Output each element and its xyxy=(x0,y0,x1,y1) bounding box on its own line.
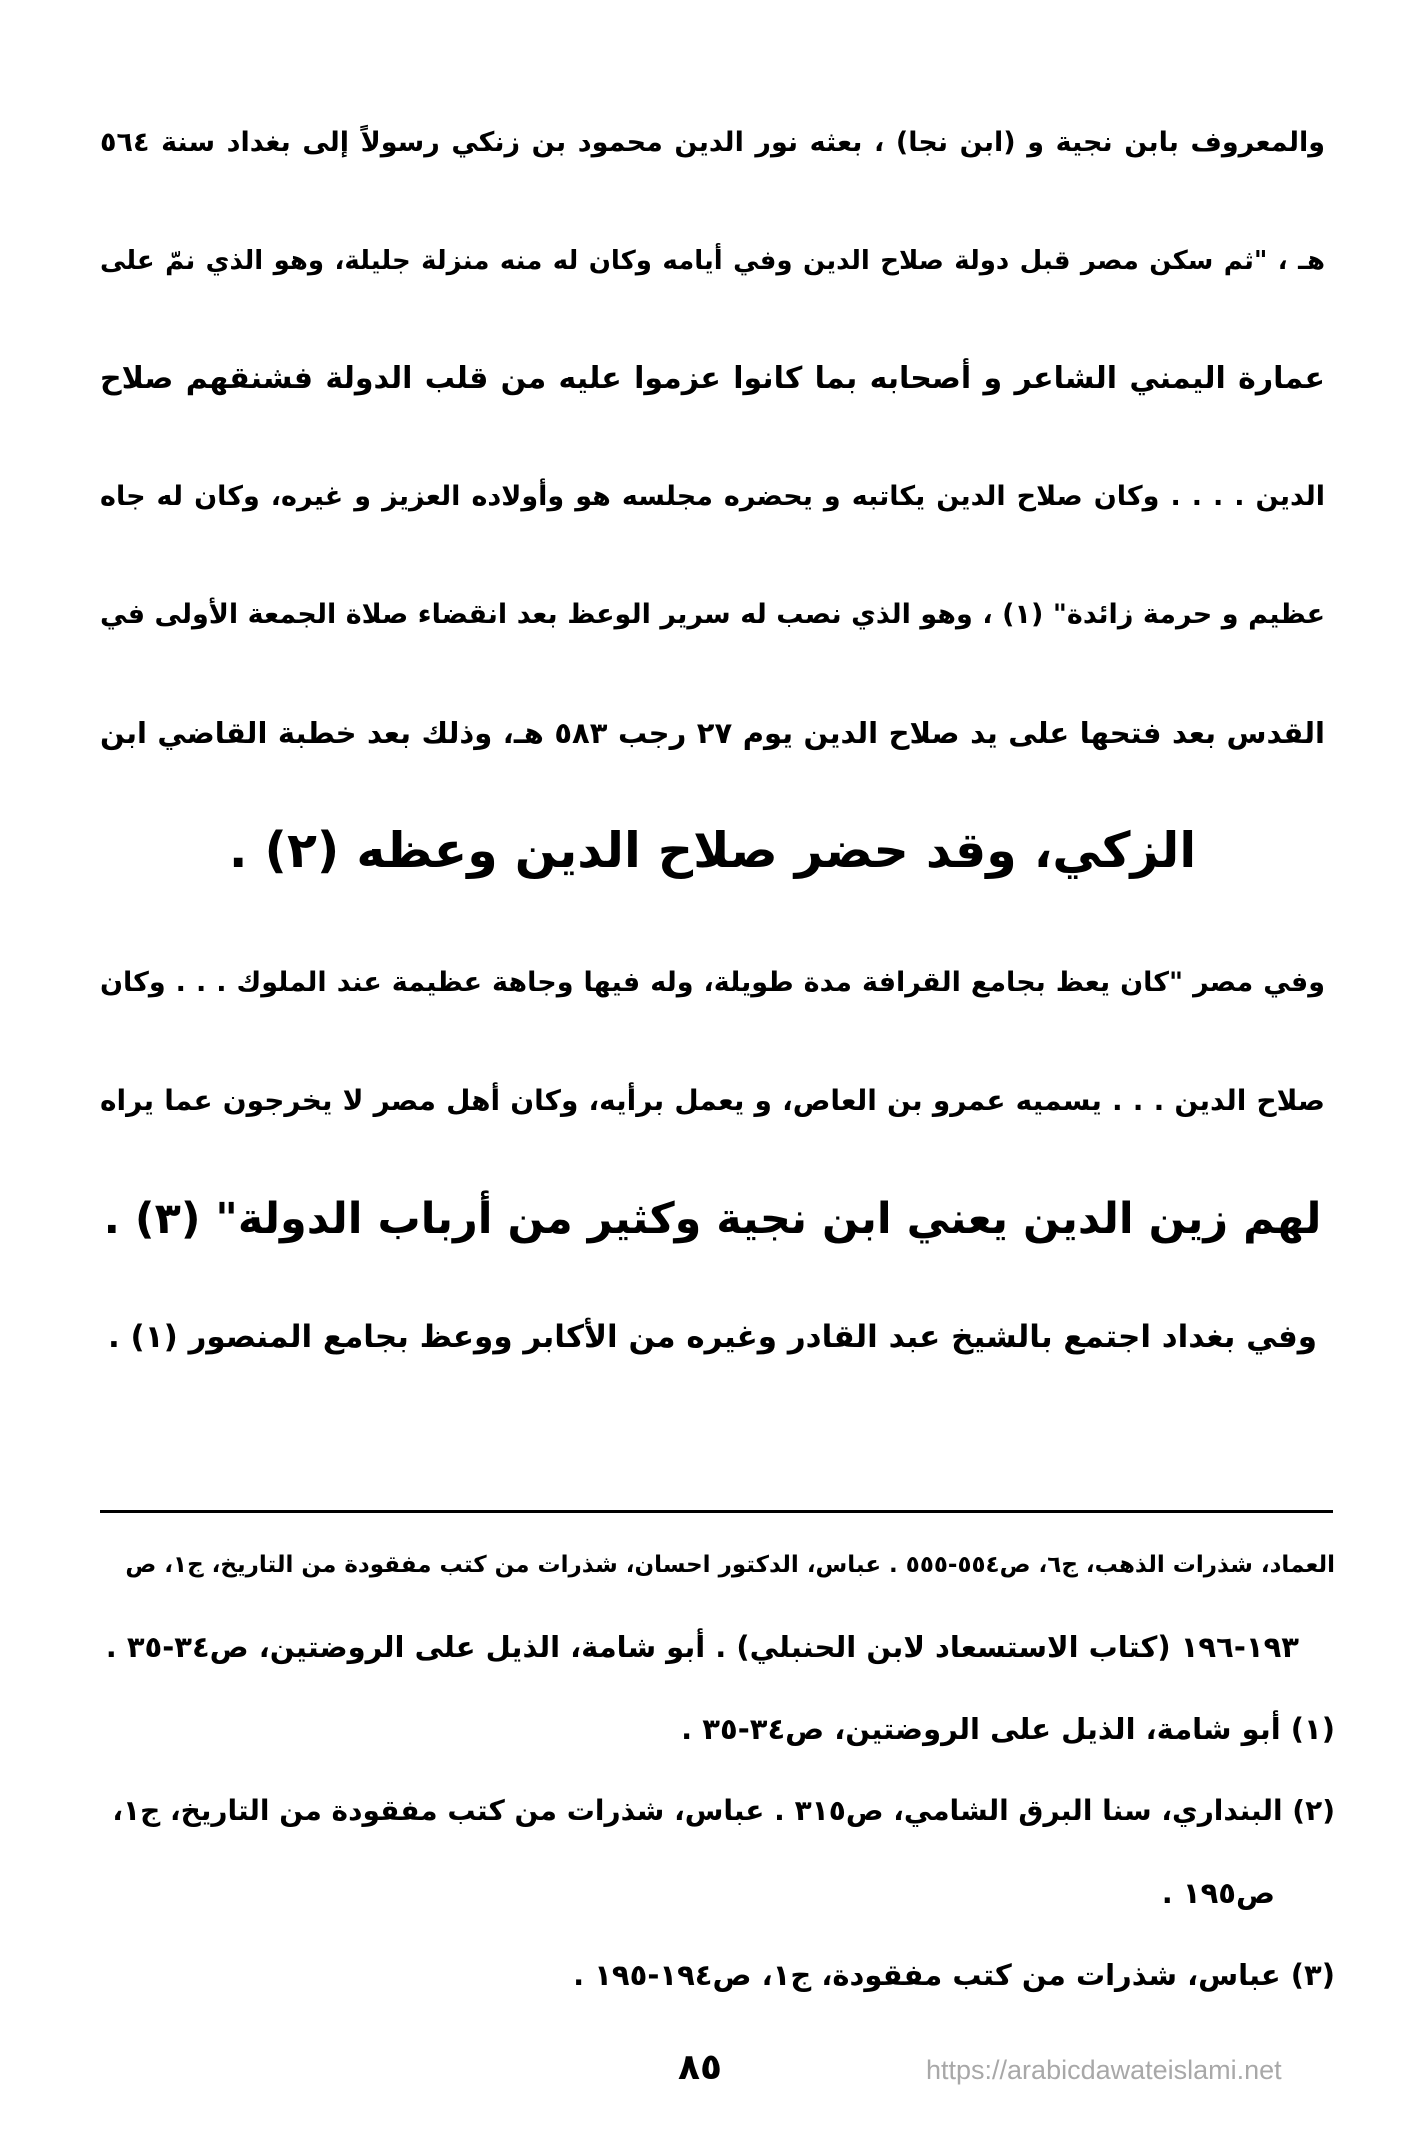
footnote-line: (٢) البنداري، سنا البرق الشامي، ص٣١٥ . عباس، شذرات من كتب مفقودة من التاريخ، ج١، xyxy=(112,1794,1335,1827)
text-line: وفي مصر "كان يعظ بجامع القرافة مدة طويلة، وله فيها وجاهة عظيمة عند الملوك . . . وكان xyxy=(100,967,1325,998)
text-line: وفي بغداد اجتمع بالشيخ عبد القادر وغيره من الأكابر ووعظ بجامع المنصور (١) . xyxy=(107,1319,1318,1355)
text-line: عظيم و حرمة زائدة" (١) ، وهو الذي نصب له سرير الوعظ بعد انقضاء صلاة الجمعة الأولى في xyxy=(100,599,1325,630)
footnote-line: العماد، شذرات الذهب، ج٦، ص٥٥٤-٥٥٥ . عباس، الدكتور احسان، شذرات من كتب مفقودة من التاريخ، ج١، ص xyxy=(125,1552,1335,1578)
text-line: لهم زين الدين يعني ابن نجية وكثير من أرباب الدولة" (٣) . xyxy=(103,1194,1322,1244)
website-watermark: https://arabicdawateislami.net xyxy=(926,2055,1282,2085)
footnote-line: (١) أبو شامة، الذيل على الروضتين، ص٣٤-٣٥ . xyxy=(681,1712,1335,1746)
text-line: الزكي، وقد حضر صلاح الدين وعظه (٢) . xyxy=(228,822,1197,879)
text-line: الدين . . . . وكان صلاح الدين يكاتبه و يحضره مجلسه هو وأولاده العزيز و غيره، وكان له جاه xyxy=(100,481,1325,512)
page-number: ٨٥ xyxy=(678,2047,722,2088)
footnote-line: ١٩٣-١٩٦ (كتاب الاستسعاد لابن الحنبلي) . أبو شامة، الذيل على الروضتين، ص٣٤-٣٥ . xyxy=(105,1630,1299,1664)
footnote-separator xyxy=(100,1510,1333,1513)
footnote-line: ص١٩٥ . xyxy=(1161,1876,1275,1910)
paragraph-gap xyxy=(100,921,1325,935)
footnotes-block xyxy=(100,1545,1335,2037)
footnote-line: (٣) عباس، شذرات من كتب مفقودة، ج١، ص١٩٤-١٩٥ . xyxy=(573,1958,1335,1992)
text-line: صلاح الدين . . . يسميه عمرو بن العاص، و يعمل برأيه، وكان أهل مصر لا يخرجون عما يراه xyxy=(100,1084,1325,1117)
main-text-block xyxy=(100,95,1325,1407)
text-line: عمارة اليمني الشاعر و أصحابه بما كانوا عزموا عليه من قلب الدولة فشنقهم صلاح xyxy=(100,361,1325,396)
text-line: هـ ، "ثم سكن مصر قبل دولة صلاح الدين وفي أيامه وكان له منه منزلة جليلة، وهو الذي نمّ على xyxy=(100,246,1325,276)
text-line: والمعروف بابن نجية و (ابن نجا) ، بعثه نور الدين محمود بن زنكي رسولاً إلى بغداد سنة ٥٦٤ xyxy=(100,127,1325,158)
text-line: القدس بعد فتحها على يد صلاح الدين يوم ٢٧ رجب ٥٨٣ هـ، وذلك بعد خطبة القاضي ابن xyxy=(100,716,1325,750)
